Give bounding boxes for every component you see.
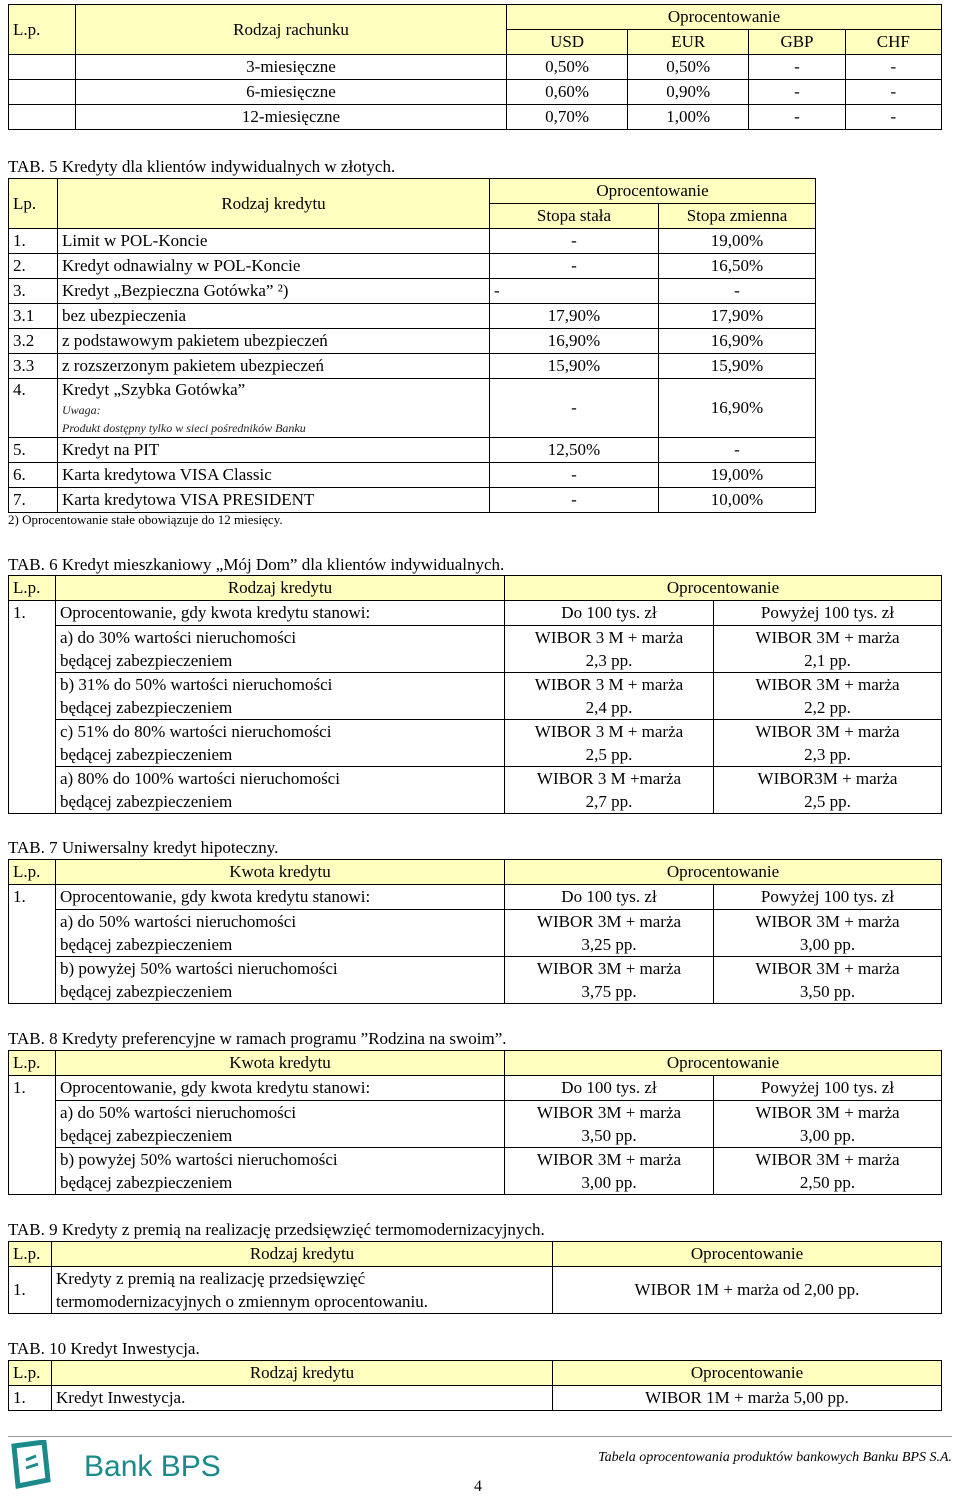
table-row (9, 354, 816, 379)
rate-cell: 15,90% (659, 354, 816, 379)
credit-name: z rozszerzonym pakietem ubezpieczeń (58, 354, 490, 379)
bank-brand: Bank BPS (84, 1450, 221, 1483)
rate-cell: 16,50% (659, 254, 816, 279)
table-9-caption: TAB. 9 Kredyty z premią na realizację przedsięwzięć termomodernizacyjnych. (8, 1220, 545, 1239)
rate-cell: 0,60% (507, 80, 628, 105)
rate-low: WIBOR 3M + marża 3,75 pp. (505, 957, 714, 1004)
credit-name: Kredyt „Szybka Gotówka” (62, 380, 246, 399)
table-row (9, 279, 816, 304)
row-lp: 3. (9, 279, 58, 304)
col-fixed-header: Stopa stała (490, 204, 659, 229)
rate-cell: 0,50% (507, 55, 628, 80)
footer-title: Tabela oprocentowania produktów bankowych Banku BPS S.A. (598, 1450, 952, 1465)
rate-high: WIBOR 3M + marża 3,00 pp. (714, 1101, 942, 1148)
rate-high: WIBOR 3M + marża 2,1 pp. (714, 626, 942, 673)
ltv-range: b) 31% do 50% wartości nieruchomości będącej zabezpieczeniem (56, 673, 505, 720)
table-row (9, 105, 942, 130)
row-lp: 5. (9, 438, 58, 463)
credit-name: Kredyt „Bezpieczna Gotówka” ²) (58, 279, 490, 304)
table-row (9, 957, 942, 1004)
rate-high: WIBOR 3M + marża 2,3 pp. (714, 720, 942, 767)
row-text: Oprocentowanie, gdy kwota kredytu stanowi: (56, 601, 505, 626)
col-lp-header: L.p. (9, 860, 56, 885)
row-lp: 1. (9, 1267, 52, 1314)
table-5-caption: TAB. 5 Kredyty dla klientów indywidualnych w złotych. (8, 157, 396, 176)
table-row (9, 1148, 942, 1195)
credit-name-cell (58, 379, 490, 438)
rate-cell: - (845, 80, 941, 105)
col-rate-header: Oprocentowanie (553, 1242, 942, 1267)
rate-cell: - (490, 463, 659, 488)
tier-high-header: Powyżej 100 tys. zł (714, 885, 942, 910)
table-7 (8, 859, 942, 1004)
col-lp-header: L.p. (9, 1242, 52, 1267)
table-row (9, 329, 816, 354)
table-10-caption: TAB. 10 Kredyt Inwestycja. (8, 1339, 200, 1358)
rate-cell: - (749, 105, 845, 130)
table-row (9, 601, 942, 626)
table-row (9, 767, 942, 814)
tier-low-header: Do 100 tys. zł (505, 1076, 714, 1101)
table-row (9, 910, 942, 957)
col-type-header: Rodzaj kredytu (58, 179, 490, 229)
table-8 (8, 1050, 942, 1195)
row-lp: 3.2 (9, 329, 58, 354)
credit-name: Kredyt Inwestycja. (52, 1386, 553, 1411)
table-row (9, 673, 942, 720)
table-row (9, 438, 816, 463)
col-lp-header: L.p. (9, 1361, 52, 1386)
rate-cell: 0,70% (507, 105, 628, 130)
rate-low: WIBOR 3M + marża 3,00 pp. (505, 1148, 714, 1195)
col-variable-header: Stopa zmienna (659, 204, 816, 229)
rate-low: WIBOR 3M + marża 3,50 pp. (505, 1101, 714, 1148)
rate-cell: 16,90% (659, 329, 816, 354)
table-row (9, 1101, 942, 1148)
col-rate-header: Oprocentowanie (505, 576, 942, 601)
col-amount-header: Kwota kredytu (56, 1051, 505, 1076)
table-8-caption: TAB. 8 Kredyty preferencyjne w ramach programu ”Rodzina na swoim”. (8, 1029, 507, 1048)
table-6 (8, 575, 942, 814)
account-name: 3-miesięczne (76, 55, 507, 80)
table-5-footnote: 2) Oprocentowanie stałe obowiązuje do 12 miesięcy. (8, 512, 283, 527)
row-lp: 1. (9, 1386, 52, 1411)
rate-cell: - (490, 488, 659, 513)
credit-name: Karta kredytowa VISA Classic (58, 463, 490, 488)
rate-high: WIBOR 3M + marża 2,50 pp. (714, 1148, 942, 1195)
rate-cell: WIBOR 1M + marża 5,00 pp. (553, 1386, 942, 1411)
table-row (9, 1076, 942, 1101)
table-row (9, 720, 942, 767)
rate-cell: - (845, 105, 941, 130)
rate-cell: 19,00% (659, 229, 816, 254)
rate-cell: 15,90% (490, 354, 659, 379)
credit-name: Kredyt na PIT (58, 438, 490, 463)
currency-gbp: GBP (749, 30, 845, 55)
ltv-range: c) 51% do 80% wartości nieruchomości będącej zabezpieczeniem (56, 720, 505, 767)
table-5 (8, 178, 816, 513)
rate-cell: - (659, 438, 816, 463)
row-lp: 2. (9, 254, 58, 279)
note-label: Uwaga: (62, 403, 101, 417)
row-lp: 3.3 (9, 354, 58, 379)
rate-cell: 1,00% (628, 105, 749, 130)
rate-low: WIBOR 3 M +marża 2,7 pp. (505, 767, 714, 814)
rate-cell: 17,90% (659, 304, 816, 329)
row-lp: 1. (9, 229, 58, 254)
ltv-range: b) powyżej 50% wartości nieruchomości będącej zabezpieczeniem (56, 1148, 505, 1195)
rate-cell: 12,50% (490, 438, 659, 463)
table-row (9, 885, 942, 910)
table-row (9, 1386, 942, 1411)
tier-high-header: Powyżej 100 tys. zł (714, 1076, 942, 1101)
table-row (9, 229, 816, 254)
credit-name: Limit w POL-Koncie (58, 229, 490, 254)
rate-low: WIBOR 3 M + marża 2,3 pp. (505, 626, 714, 673)
table-7-caption: TAB. 7 Uniwersalny kredyt hipoteczny. (8, 838, 279, 857)
row-lp: 4. (9, 379, 58, 438)
col-rate-header: Oprocentowanie (553, 1361, 942, 1386)
table-row (9, 80, 942, 105)
rate-cell: 19,00% (659, 463, 816, 488)
rate-cell: 0,90% (628, 80, 749, 105)
rate-cell: 16,90% (659, 379, 816, 438)
row-lp: 1. (9, 601, 56, 626)
table-accounts (8, 4, 942, 130)
rate-cell: - (845, 55, 941, 80)
rate-cell: 0,50% (628, 55, 749, 80)
tier-high-header: Powyżej 100 tys. zł (714, 601, 942, 626)
row-lp: 7. (9, 488, 58, 513)
ltv-range: a) do 30% wartości nieruchomości będącej zabezpieczeniem (56, 626, 505, 673)
row-lp: 6. (9, 463, 58, 488)
account-name: 12-miesięczne (76, 105, 507, 130)
rate-high: WIBOR 3M + marża 3,50 pp. (714, 957, 942, 1004)
table-9 (8, 1241, 942, 1314)
credit-name: Karta kredytowa VISA PRESIDENT (58, 488, 490, 513)
table-6-caption: TAB. 6 Kredyt mieszkaniowy „Mój Dom” dla klientów indywidualnych. (8, 555, 505, 574)
col-type-header: Rodzaj kredytu (52, 1361, 553, 1386)
col-amount-header: Kwota kredytu (56, 860, 505, 885)
ltv-range: a) 80% do 100% wartości nieruchomości będącej zabezpieczeniem (56, 767, 505, 814)
col-lp-header: L.p. (9, 1051, 56, 1076)
rate-cell: - (659, 279, 816, 304)
col-type-header: Rodzaj rachunku (76, 5, 507, 55)
col-rate-header: Oprocentowanie (505, 1051, 942, 1076)
col-lp-header: L.p. (9, 5, 76, 55)
credit-name: Kredyty z premią na realizację przedsięwzięć termomodernizacyjnych o zmiennym oprocentowaniu. (52, 1267, 553, 1314)
rate-high: WIBOR3M + marża 2,5 pp. (714, 767, 942, 814)
col-rate-header: Oprocentowanie (490, 179, 816, 204)
currency-eur: EUR (628, 30, 749, 55)
rate-cell: WIBOR 1M + marża od 2,00 pp. (553, 1267, 942, 1314)
rate-low: WIBOR 3 M + marża 2,4 pp. (505, 673, 714, 720)
ltv-range: a) do 50% wartości nieruchomości będącej zabezpieczeniem (56, 1101, 505, 1148)
row-text: Oprocentowanie, gdy kwota kredytu stanowi: (56, 885, 505, 910)
row-lp: 1. (9, 1076, 56, 1101)
rate-high: WIBOR 3M + marża 3,00 pp. (714, 910, 942, 957)
table-row (9, 55, 942, 80)
rate-cell: 17,90% (490, 304, 659, 329)
rate-high: WIBOR 3M + marża 2,2 pp. (714, 673, 942, 720)
row-text: Oprocentowanie, gdy kwota kredytu stanowi: (56, 1076, 505, 1101)
rate-cell: - (749, 55, 845, 80)
table-row (9, 379, 816, 438)
rate-cell: 16,90% (490, 329, 659, 354)
ltv-range: b) powyżej 50% wartości nieruchomości będącej zabezpieczeniem (56, 957, 505, 1004)
rate-cell: - (490, 254, 659, 279)
currency-usd: USD (507, 30, 628, 55)
rate-cell: - (749, 80, 845, 105)
table-row (9, 304, 816, 329)
row-lp: 1. (9, 885, 56, 910)
tier-low-header: Do 100 tys. zł (505, 601, 714, 626)
table-row (9, 254, 816, 279)
rate-cell: - (490, 379, 659, 438)
table-row (9, 626, 942, 673)
col-lp-header: Lp. (9, 179, 58, 229)
rate-cell: - (490, 279, 659, 304)
col-type-header: Rodzaj kredytu (56, 576, 505, 601)
col-rate-header: Oprocentowanie (505, 860, 942, 885)
ltv-range: a) do 50% wartości nieruchomości będącej zabezpieczeniem (56, 910, 505, 957)
rate-low: WIBOR 3M + marża 3,25 pp. (505, 910, 714, 957)
tier-low-header: Do 100 tys. zł (505, 885, 714, 910)
currency-chf: CHF (845, 30, 941, 55)
rate-cell: - (490, 229, 659, 254)
rate-low: WIBOR 3 M + marża 2,5 pp. (505, 720, 714, 767)
footer-divider (8, 1436, 952, 1437)
col-type-header: Rodzaj kredytu (52, 1242, 553, 1267)
note-text: Produkt dostępny tylko w sieci pośredników Banku (62, 421, 306, 435)
col-rate-header: Oprocentowanie (507, 5, 942, 30)
credit-name: bez ubezpieczenia (58, 304, 490, 329)
col-lp-header: L.p. (9, 576, 56, 601)
page-number: 4 (474, 1478, 482, 1495)
table-10 (8, 1360, 942, 1411)
credit-name: Kredyt odnawialny w POL-Koncie (58, 254, 490, 279)
account-name: 6-miesięczne (76, 80, 507, 105)
credit-name: z podstawowym pakietem ubezpieczeń (58, 329, 490, 354)
table-row (9, 488, 816, 513)
bank-logo-icon (8, 1440, 76, 1492)
table-row (9, 1267, 942, 1314)
table-row (9, 463, 816, 488)
row-lp: 3.1 (9, 304, 58, 329)
rate-cell: 10,00% (659, 488, 816, 513)
